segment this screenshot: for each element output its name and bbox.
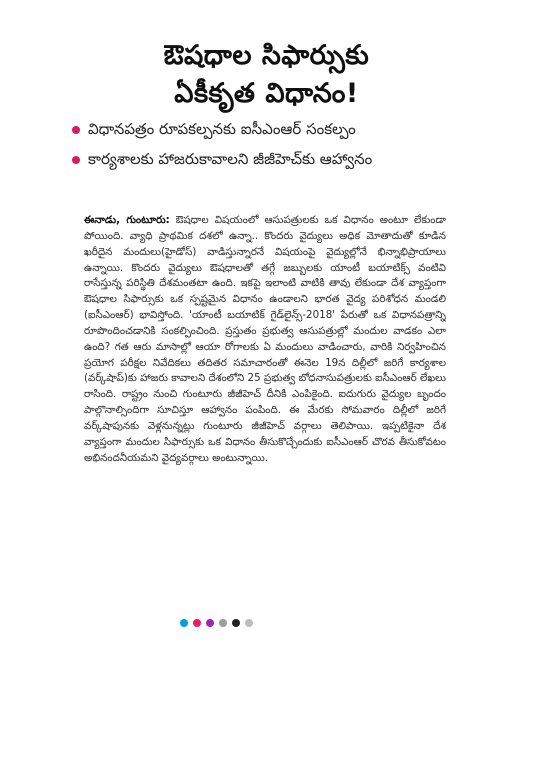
footer-dot bbox=[206, 619, 214, 627]
footer-dot bbox=[219, 619, 227, 627]
subheading-text: కార్యశాలకు హాజరుకావాలని జీజీహెచ్‌కు ఆహ్వానం bbox=[88, 150, 373, 168]
bullet-icon bbox=[72, 156, 80, 164]
footer-dot bbox=[180, 619, 188, 627]
footer-dots bbox=[180, 619, 258, 627]
footer-dot bbox=[245, 619, 253, 627]
bullet-icon bbox=[72, 126, 80, 134]
subheading-1 bbox=[72, 118, 472, 140]
footer-dot bbox=[193, 619, 201, 627]
subheadings bbox=[72, 118, 472, 178]
headline-line-2: ఏకీకృత విధానం! bbox=[174, 78, 359, 109]
subheading-2 bbox=[72, 148, 472, 170]
footer-dot bbox=[232, 619, 240, 627]
subheading-text: విధానపత్రం రూపకల్పనకు ఐసీఎంఆర్ సంకల్పం bbox=[88, 120, 356, 138]
headline bbox=[40, 38, 493, 114]
article-body bbox=[84, 213, 446, 633]
headline-line-1: ఔషధాల సిఫార్సుకు bbox=[163, 40, 370, 71]
dateline: ఈనాడు, గుంటూరు: bbox=[84, 214, 170, 226]
article-text: ఔషధాల విషయంలో ఆసుపత్రులకు ఒక విధానం అంటూ లేకుండా పోయింది. వ్యాధి ప్రాథమిక దశలో ఉన్నా.. కొందరు వైద్యులు అధిక మోతాదుతో కూడిన ఖరీదైన మందులు(హైడోస్) వాడిస్తున్నారనే విషయంపై వైద్యుల్లోనే భిన్నాభిప్రాయాలు ఉన్నాయి. కొందరు వైద్యులు ఔషధాలతో తగ్గే జబ్బులకు యాంటీ బయాటిక్స్ వంటివి రాసేస్తున్న పరిస్థితి దేశమంతటా ఉంది. ఇకపై ఇలాంటి వాటికి తావు లేకుండా దేశ వ్యాప్తంగా ఔషధాల సిఫార్సుకు ఒక స్పష్టమైన విధానం ఉండాలని భారత వైద్య పరిశోధన మండలి (ఐసీఎంఆర్) భావిస్తోంది. 'యాంటీ బయాటిక్ గైడ్‌లైన్స్-2018' పేరుతో ఒక విధానపత్రాన్ని రూపొందించడానికి సంకల్పించింది. ప్రస్తుతం ప్రభుత్వ ఆసుపత్రుల్లో మందుల వాడకం ఎలా ఉంది? గత ఆరు మాసాల్లో ఆయా రోగాలకు ఏ మందులు వాడించారు, వారికి నిర్వహించిన ప్రయోగ పరీక్షల నివేదికలు తదితర సమాచారంతో ఈనెల 19న దిల్లీలో జరిగే కార్యశాల (వర్క్‌షాప్)కు హాజరు కావాలని దేశంలోని 25 ప్రభుత్వ బోధనాసుపత్రులకు ఐసీఎంఆర్ లేఖలు రాసింది. రాష్ట్రం నుంచి గుంటూరు జీజీహెచ్ దీనికి ఎంపికైంది. ఐదుగురు వైద్యుల బృందం పాల్గొనాల్సిందిగా సూచిస్తూ ఆహ్వానం పంపింది. ఈ మేరకు సోమవారం దిల్లీలో జరిగే వర్క్‌షాపునకు వెళ్లనున్నట్లు గుంటూరు జీజీహెచ్ వర్గాలు తెలిపాయి. ఇప్పటికైనా దేశ వ్యాప్తంగా మందుల సిఫార్సుకు ఒక విధానం తీసుకొచ్చేందుకు ఐసీఎంఆర్ చొరవ తీసుకోవటం అభినందనీయమని వైద్యవర్గాలు అంటున్నాయి. bbox=[84, 214, 446, 464]
